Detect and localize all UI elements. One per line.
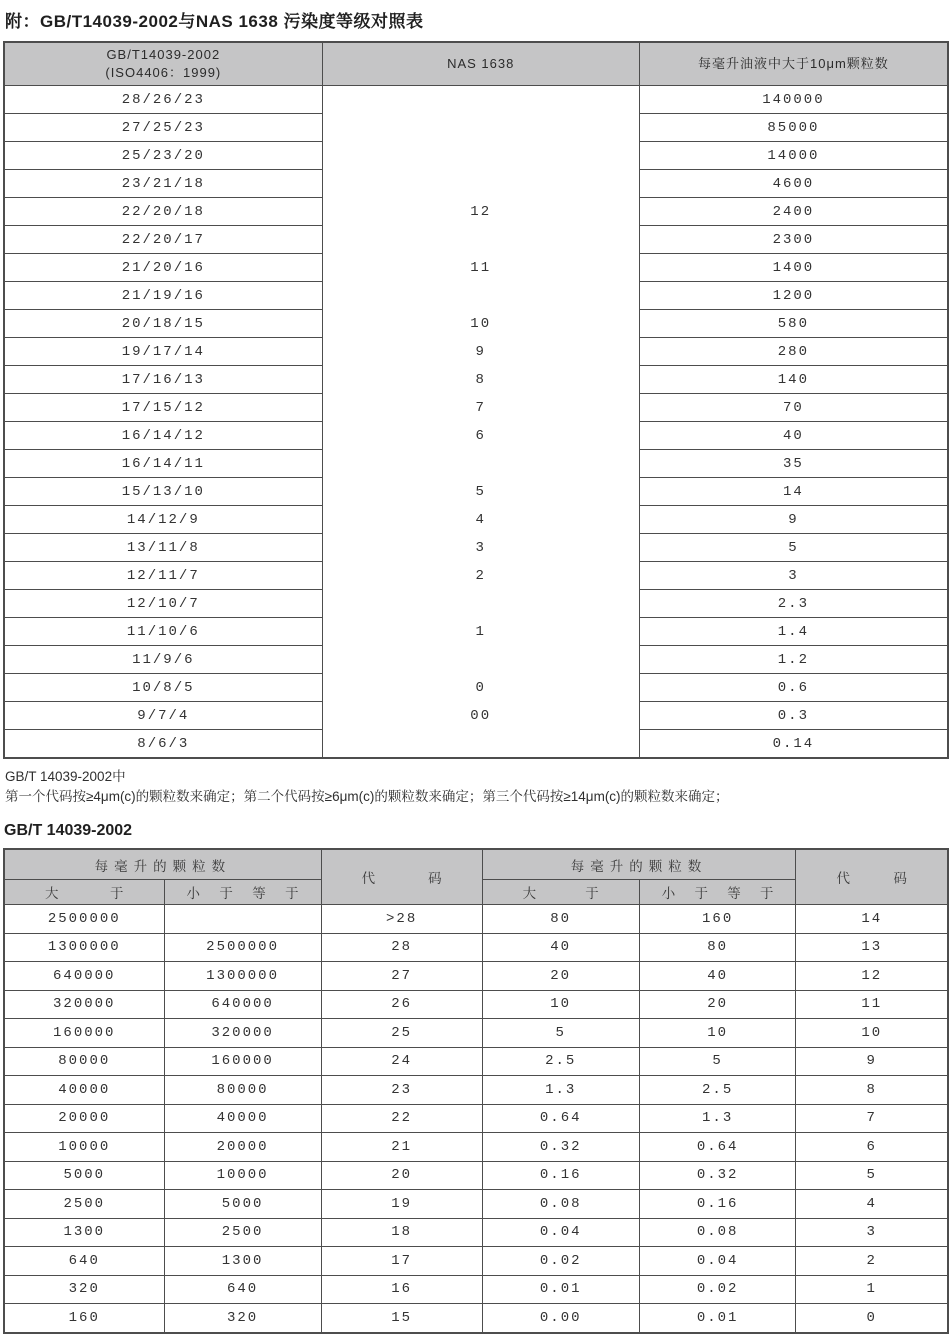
nas-class-cell: 3 (322, 534, 639, 562)
code-cell: 15 (321, 1304, 482, 1333)
particle-count-cell: 0.6 (639, 674, 948, 702)
particle-count-cell: 0.14 (639, 730, 948, 759)
particle-count-cell: 580 (639, 310, 948, 338)
greater-than-cell: 0.32 (482, 1133, 639, 1162)
comparison-table-row (4, 674, 948, 702)
greater-than-cell: 160000 (4, 1019, 164, 1048)
nas-class-cell: 6 (322, 422, 639, 450)
less-equal-cell: 5 (639, 1047, 796, 1076)
code-cell: 17 (321, 1247, 482, 1276)
comparison-table-row (4, 170, 948, 198)
code-cell: 1 (796, 1275, 948, 1304)
header-particles-per-ml-left: 每毫升的颗粒数 (4, 849, 321, 880)
code-table-row (4, 1247, 948, 1276)
less-equal-cell: 40000 (164, 1104, 321, 1133)
particle-count-cell: 9 (639, 506, 948, 534)
nas-class-cell: 5 (322, 478, 639, 506)
comparison-table-row (4, 86, 948, 114)
code-cell: 3 (796, 1218, 948, 1247)
greater-than-cell: 2.5 (482, 1047, 639, 1076)
code-table-row (4, 1133, 948, 1162)
comparison-table-row (4, 226, 948, 254)
code-table-row (4, 1190, 948, 1219)
iso-code-cell: 15/13/10 (4, 478, 322, 506)
nas-class-cell: 00 (322, 702, 639, 730)
comparison-table-row (4, 422, 948, 450)
nas-class-cell (322, 590, 639, 618)
less-equal-cell (164, 905, 321, 934)
iso-code-cell: 20/18/15 (4, 310, 322, 338)
greater-than-cell: 640 (4, 1247, 164, 1276)
iso-nas-comparison-table (3, 41, 949, 759)
less-equal-cell: 0.02 (639, 1275, 796, 1304)
comparison-table-row (4, 562, 948, 590)
nas-class-cell: 4 (322, 506, 639, 534)
nas-class-cell: 0 (322, 674, 639, 702)
iso-code-cell: 12/11/7 (4, 562, 322, 590)
comparison-table-row (4, 478, 948, 506)
greater-than-cell: 20000 (4, 1104, 164, 1133)
particle-count-cell: 140 (639, 366, 948, 394)
page-title: 附：GB/T14039-2002与NAS 1638 污染度等级对照表 (5, 12, 424, 31)
comparison-table-row (4, 338, 948, 366)
greater-than-cell: 10000 (4, 1133, 164, 1162)
code-cell: 8 (796, 1076, 948, 1105)
iso-code-cell: 12/10/7 (4, 590, 322, 618)
greater-than-cell: 1300000 (4, 933, 164, 962)
less-equal-cell: 320000 (164, 1019, 321, 1048)
greater-than-cell: 0.04 (482, 1218, 639, 1247)
particle-count-cell: 280 (639, 338, 948, 366)
less-equal-cell: 40 (639, 962, 796, 991)
nas-class-cell (322, 282, 639, 310)
code-table-row (4, 1275, 948, 1304)
greater-than-cell: 2500 (4, 1190, 164, 1219)
less-equal-cell: 10 (639, 1019, 796, 1048)
code-cell: 7 (796, 1104, 948, 1133)
iso-code-cell: 11/9/6 (4, 646, 322, 674)
iso-code-cell: 9/7/4 (4, 702, 322, 730)
particle-count-cell: 1.2 (639, 646, 948, 674)
code-table-row (4, 1104, 948, 1133)
comparison-table-row (4, 114, 948, 142)
less-equal-cell: 2500000 (164, 933, 321, 962)
code-cell: 28 (321, 933, 482, 962)
particle-count-cell: 14 (639, 478, 948, 506)
header-gbt-line1: GB/T14039-2002 (106, 47, 221, 63)
code-table-row (4, 933, 948, 962)
less-equal-cell: 1300 (164, 1247, 321, 1276)
nas-class-cell: 9 (322, 338, 639, 366)
code-cell: 11 (796, 990, 948, 1019)
comparison-table-row (4, 142, 948, 170)
greater-than-cell: 40000 (4, 1076, 164, 1105)
header-greater-than-right: 大于 (482, 880, 639, 905)
header-gbt-iso (4, 42, 322, 86)
header-nas1638: NAS 1638 (322, 42, 639, 86)
nas-class-cell (322, 730, 639, 759)
greater-than-cell: 160 (4, 1304, 164, 1333)
greater-than-cell: 0.02 (482, 1247, 639, 1276)
less-equal-cell: 0.32 (639, 1161, 796, 1190)
less-equal-cell: 0.64 (639, 1133, 796, 1162)
less-equal-cell: 2500 (164, 1218, 321, 1247)
code-cell: 6 (796, 1133, 948, 1162)
less-equal-cell: 0.01 (639, 1304, 796, 1333)
header-code-left: 代码 (321, 849, 482, 905)
code-cell: 21 (321, 1133, 482, 1162)
code-cell: 9 (796, 1047, 948, 1076)
iso-code-cell: 28/26/23 (4, 86, 322, 114)
greater-than-cell: 5 (482, 1019, 639, 1048)
iso-code-cell: 8/6/3 (4, 730, 322, 759)
header-greater-than-left: 大于 (4, 880, 164, 905)
less-equal-cell: 80000 (164, 1076, 321, 1105)
particle-count-cell: 1.4 (639, 618, 948, 646)
iso-code-cell: 10/8/5 (4, 674, 322, 702)
comparison-table-row (4, 702, 948, 730)
particle-count-cell: 5 (639, 534, 948, 562)
iso-code-cell: 22/20/18 (4, 198, 322, 226)
code-table-row (4, 962, 948, 991)
code-table-row (4, 990, 948, 1019)
code-cell: 16 (321, 1275, 482, 1304)
particle-count-cell: 70 (639, 394, 948, 422)
nas-class-cell: 2 (322, 562, 639, 590)
code-cell: 23 (321, 1076, 482, 1105)
greater-than-cell: 80000 (4, 1047, 164, 1076)
nas-class-cell: 8 (322, 366, 639, 394)
comparison-table-row (4, 254, 948, 282)
iso-code-cell: 17/15/12 (4, 394, 322, 422)
code-table-row (4, 1304, 948, 1333)
code-table-row (4, 905, 948, 934)
header-code-right: 代码 (796, 849, 948, 905)
comparison-table-row (4, 394, 948, 422)
code-cell: 24 (321, 1047, 482, 1076)
code-table-row (4, 1161, 948, 1190)
iso-code-cell: 16/14/12 (4, 422, 322, 450)
code-cell: 4 (796, 1190, 948, 1219)
particle-count-cell: 1400 (639, 254, 948, 282)
nas-class-cell (322, 646, 639, 674)
nas-class-cell: 12 (322, 198, 639, 226)
footnote-block (5, 767, 949, 807)
comparison-table-row (4, 646, 948, 674)
code-cell: 10 (796, 1019, 948, 1048)
greater-than-cell: 40 (482, 933, 639, 962)
iso-code-cell: 16/14/11 (4, 450, 322, 478)
nas-class-cell: 1 (322, 618, 639, 646)
code-cell: 14 (796, 905, 948, 934)
code-cell: 18 (321, 1218, 482, 1247)
code-cell: 0 (796, 1304, 948, 1333)
nas-class-cell (322, 170, 639, 198)
iso-code-cell: 27/25/23 (4, 114, 322, 142)
nas-class-cell (322, 226, 639, 254)
nas-class-cell: 7 (322, 394, 639, 422)
code-cell: 13 (796, 933, 948, 962)
less-equal-cell: 0.04 (639, 1247, 796, 1276)
nas-class-cell (322, 114, 639, 142)
code-table-header-row1 (4, 849, 948, 880)
particle-count-cell: 1200 (639, 282, 948, 310)
nas-class-cell: 11 (322, 254, 639, 282)
gbt14039-code-table (3, 848, 949, 1334)
comparison-table-row (4, 590, 948, 618)
greater-than-cell: 640000 (4, 962, 164, 991)
less-equal-cell: 1300000 (164, 962, 321, 991)
code-cell: 19 (321, 1190, 482, 1219)
nas-class-cell: 10 (322, 310, 639, 338)
greater-than-cell: 0.16 (482, 1161, 639, 1190)
comparison-table-row (4, 506, 948, 534)
header-less-equal-right: 小于等于 (639, 880, 796, 905)
iso-code-cell: 11/10/6 (4, 618, 322, 646)
greater-than-cell: 10 (482, 990, 639, 1019)
code-table-row (4, 1076, 948, 1105)
nas-class-cell (322, 142, 639, 170)
code-cell: 20 (321, 1161, 482, 1190)
footnote-line2: 第一个代码按≥4μm(c)的颗粒数来确定；第二个代码按≥6μm(c)的颗粒数来确定；第三个代码按≥14μm(c)的颗粒数来确定； (5, 789, 729, 804)
greater-than-cell: 2500000 (4, 905, 164, 934)
less-equal-cell: 160000 (164, 1047, 321, 1076)
less-equal-cell: 80 (639, 933, 796, 962)
less-equal-cell: 2.5 (639, 1076, 796, 1105)
particle-count-cell: 40 (639, 422, 948, 450)
iso-code-cell: 19/17/14 (4, 338, 322, 366)
less-equal-cell: 5000 (164, 1190, 321, 1219)
code-cell: 25 (321, 1019, 482, 1048)
greater-than-cell: 0.64 (482, 1104, 639, 1133)
code-cell: 22 (321, 1104, 482, 1133)
code-cell: 2 (796, 1247, 948, 1276)
particle-count-cell: 4600 (639, 170, 948, 198)
greater-than-cell: 20 (482, 962, 639, 991)
header-particles-per-ml-right: 每毫升的颗粒数 (482, 849, 796, 880)
less-equal-cell: 160 (639, 905, 796, 934)
particle-count-cell: 14000 (639, 142, 948, 170)
greater-than-cell: 320 (4, 1275, 164, 1304)
particle-count-cell: 2.3 (639, 590, 948, 618)
code-table-row (4, 1218, 948, 1247)
code-cell: 5 (796, 1161, 948, 1190)
iso-code-cell: 23/21/18 (4, 170, 322, 198)
comparison-table-row (4, 198, 948, 226)
code-cell: 27 (321, 962, 482, 991)
less-equal-cell: 0.16 (639, 1190, 796, 1219)
code-table-title: GB/T 14039-2002 (4, 822, 133, 839)
greater-than-cell: 320000 (4, 990, 164, 1019)
comparison-table-row (4, 534, 948, 562)
greater-than-cell: 80 (482, 905, 639, 934)
less-equal-cell: 10000 (164, 1161, 321, 1190)
greater-than-cell: 0.01 (482, 1275, 639, 1304)
iso-code-cell: 17/16/13 (4, 366, 322, 394)
iso-code-cell: 21/19/16 (4, 282, 322, 310)
iso-code-cell: 13/11/8 (4, 534, 322, 562)
header-iso-line2: (ISO4406：1999) (105, 65, 222, 80)
particle-count-cell: 2400 (639, 198, 948, 226)
comparison-table-row (4, 282, 948, 310)
less-equal-cell: 640 (164, 1275, 321, 1304)
nas-class-cell (322, 450, 639, 478)
greater-than-cell: 1300 (4, 1218, 164, 1247)
less-equal-cell: 20 (639, 990, 796, 1019)
nas-class-cell (322, 86, 639, 114)
particle-count-cell: 140000 (639, 86, 948, 114)
footnote-line1: GB/T 14039-2002中 (5, 769, 126, 784)
particle-count-cell: 85000 (639, 114, 948, 142)
header-less-equal-left: 小于等于 (164, 880, 321, 905)
less-equal-cell: 1.3 (639, 1104, 796, 1133)
greater-than-cell: 1.3 (482, 1076, 639, 1105)
code-cell: >28 (321, 905, 482, 934)
header-particle-count: 每毫升油液中大于10μm颗粒数 (639, 42, 948, 86)
code-table-row (4, 1047, 948, 1076)
iso-code-cell: 25/23/20 (4, 142, 322, 170)
less-equal-cell: 20000 (164, 1133, 321, 1162)
particle-count-cell: 0.3 (639, 702, 948, 730)
less-equal-cell: 320 (164, 1304, 321, 1333)
code-table-row (4, 1019, 948, 1048)
greater-than-cell: 0.08 (482, 1190, 639, 1219)
comparison-table-row (4, 366, 948, 394)
iso-code-cell: 22/20/17 (4, 226, 322, 254)
code-cell: 26 (321, 990, 482, 1019)
less-equal-cell: 0.08 (639, 1218, 796, 1247)
less-equal-cell: 640000 (164, 990, 321, 1019)
code-cell: 12 (796, 962, 948, 991)
iso-code-cell: 14/12/9 (4, 506, 322, 534)
comparison-table-header-row (4, 42, 948, 86)
greater-than-cell: 0.00 (482, 1304, 639, 1333)
particle-count-cell: 3 (639, 562, 948, 590)
comparison-table-row (4, 310, 948, 338)
comparison-table-row (4, 730, 948, 759)
greater-than-cell: 5000 (4, 1161, 164, 1190)
particle-count-cell: 2300 (639, 226, 948, 254)
particle-count-cell: 35 (639, 450, 948, 478)
iso-code-cell: 21/20/16 (4, 254, 322, 282)
comparison-table-row (4, 618, 948, 646)
comparison-table-row (4, 450, 948, 478)
